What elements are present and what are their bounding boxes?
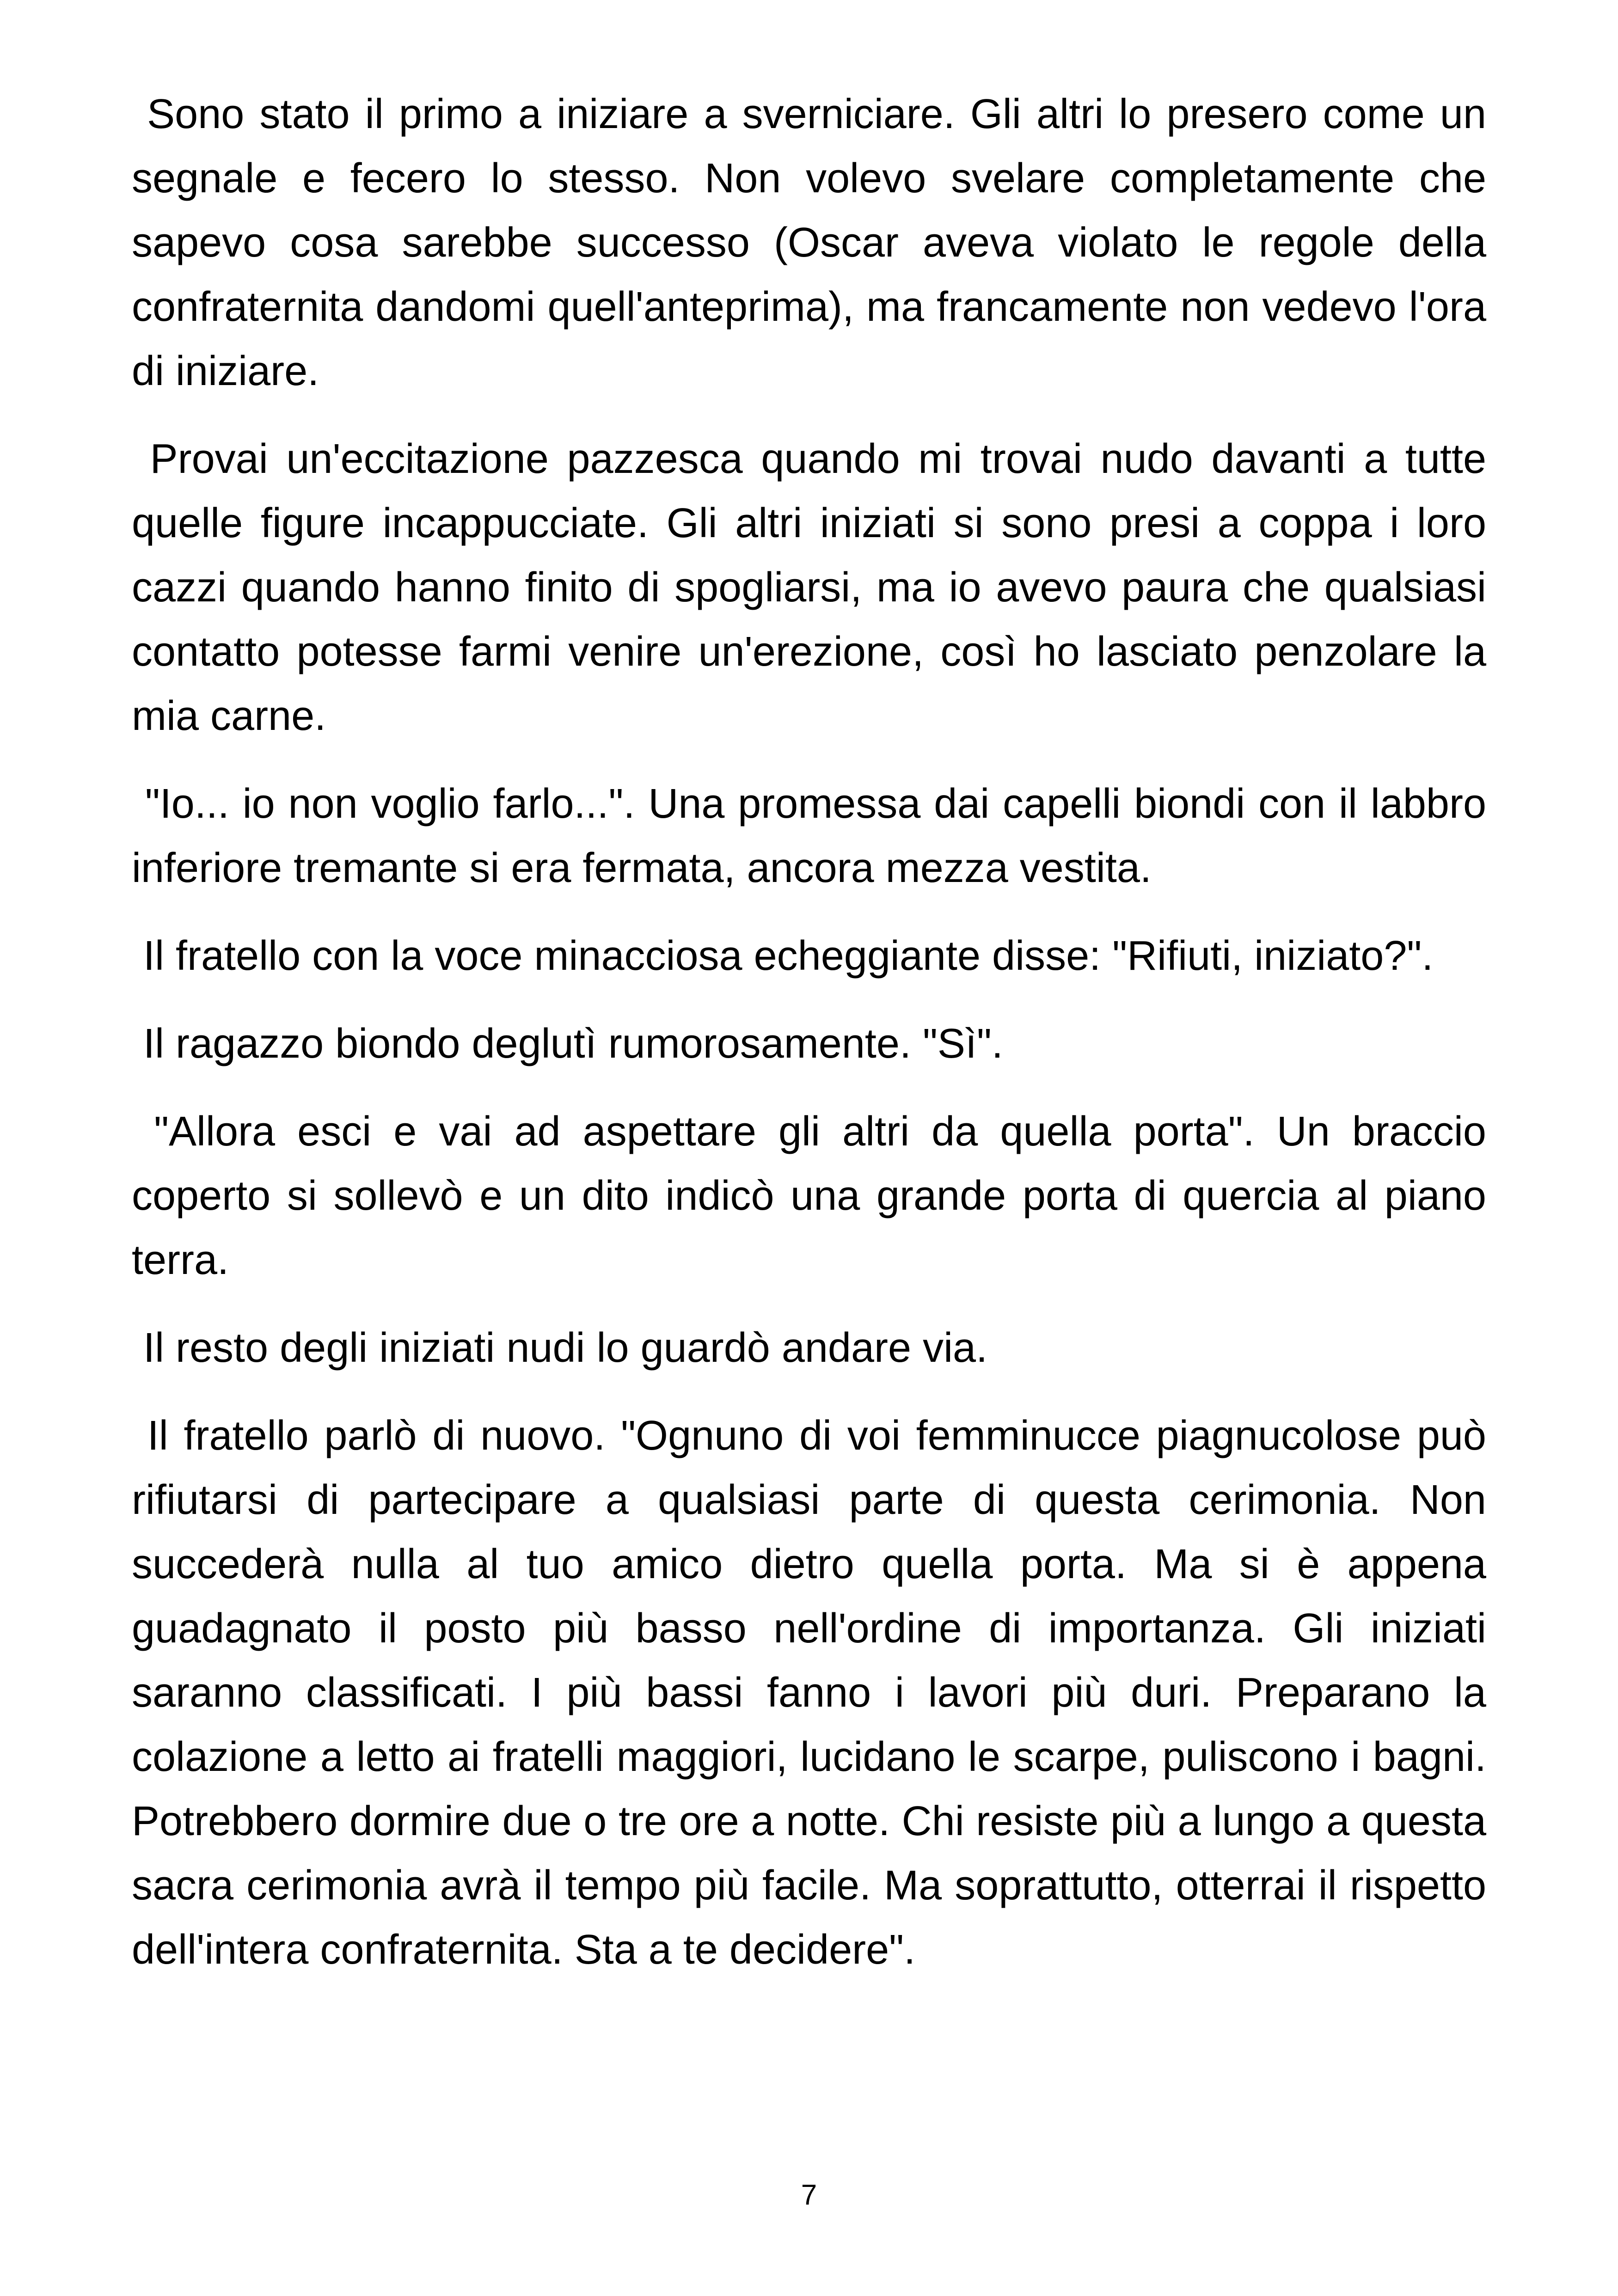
paragraph: Il fratello parlò di nuovo. "Ognuno di voi femminucce piagnucolose può rifiutarsi di partecipare a qualsiasi parte di questa cerimonia. Non succederà nulla al tuo amico dietro quella porta. Ma si è appena guadagnato il posto più basso nell'ordine di importanza. Gli iniziati saranno classificati. I più bassi fanno i lavori più duri. Preparano la colazione a letto ai fratelli maggiori, lucidano le scarpe, puliscono i bagni. Potrebbero dormire due o tre ore a notte. Chi resiste più a lungo a questa sacra cerimonia avrà il tempo più facile. Ma soprattutto, otterrai il rispetto dell'intera confraternita. Sta a te decidere". bbox=[132, 1413, 1498, 1973]
paragraph: Provai un'eccitazione pazzesca quando mi trovai nudo davanti a tutte quelle figure incappucciate. Gli altri iniziati si sono presi a coppa i loro cazzi quando hanno finito di spogliarsi, ma io avevo paura che qualsiasi contatto potesse farmi venire un'erezione, così ho lasciato penzolare la mia carne. bbox=[132, 436, 1498, 739]
paragraph: "Allora esci e vai ad aspettare gli altri da quella porta". Un braccio coperto si sollevò e un dito indicò una grande porta di quercia al piano terra. bbox=[132, 1108, 1498, 1283]
paragraph: Il resto degli iniziati nudi lo guardò andare via. bbox=[132, 1325, 988, 1371]
paragraph: Sono stato il primo a iniziare a sverniciare. Gli altri lo presero come un segnale e fecero lo stesso. Non volevo svelare completamente che sapevo cosa sarebbe successo (Oscar aveva violato le regole della confraternita dandomi quell'anteprima), ma francamente non vedevo l'ora di iniziare. bbox=[132, 91, 1498, 394]
paragraph: Il ragazzo biondo deglutì rumorosamente. "Sì". bbox=[132, 1021, 1003, 1067]
paragraph: Il fratello con la voce minacciosa echeggiante disse: "Rifiuti, iniziato?". bbox=[132, 933, 1434, 979]
page-number: 7 bbox=[801, 2179, 817, 2211]
body-text bbox=[132, 82, 1498, 2006]
paragraph: "Io... io non voglio farlo...". Una promessa dai capelli biondi con il labbro inferiore tremante si era fermata, ancora mezza vestita. bbox=[132, 781, 1498, 891]
